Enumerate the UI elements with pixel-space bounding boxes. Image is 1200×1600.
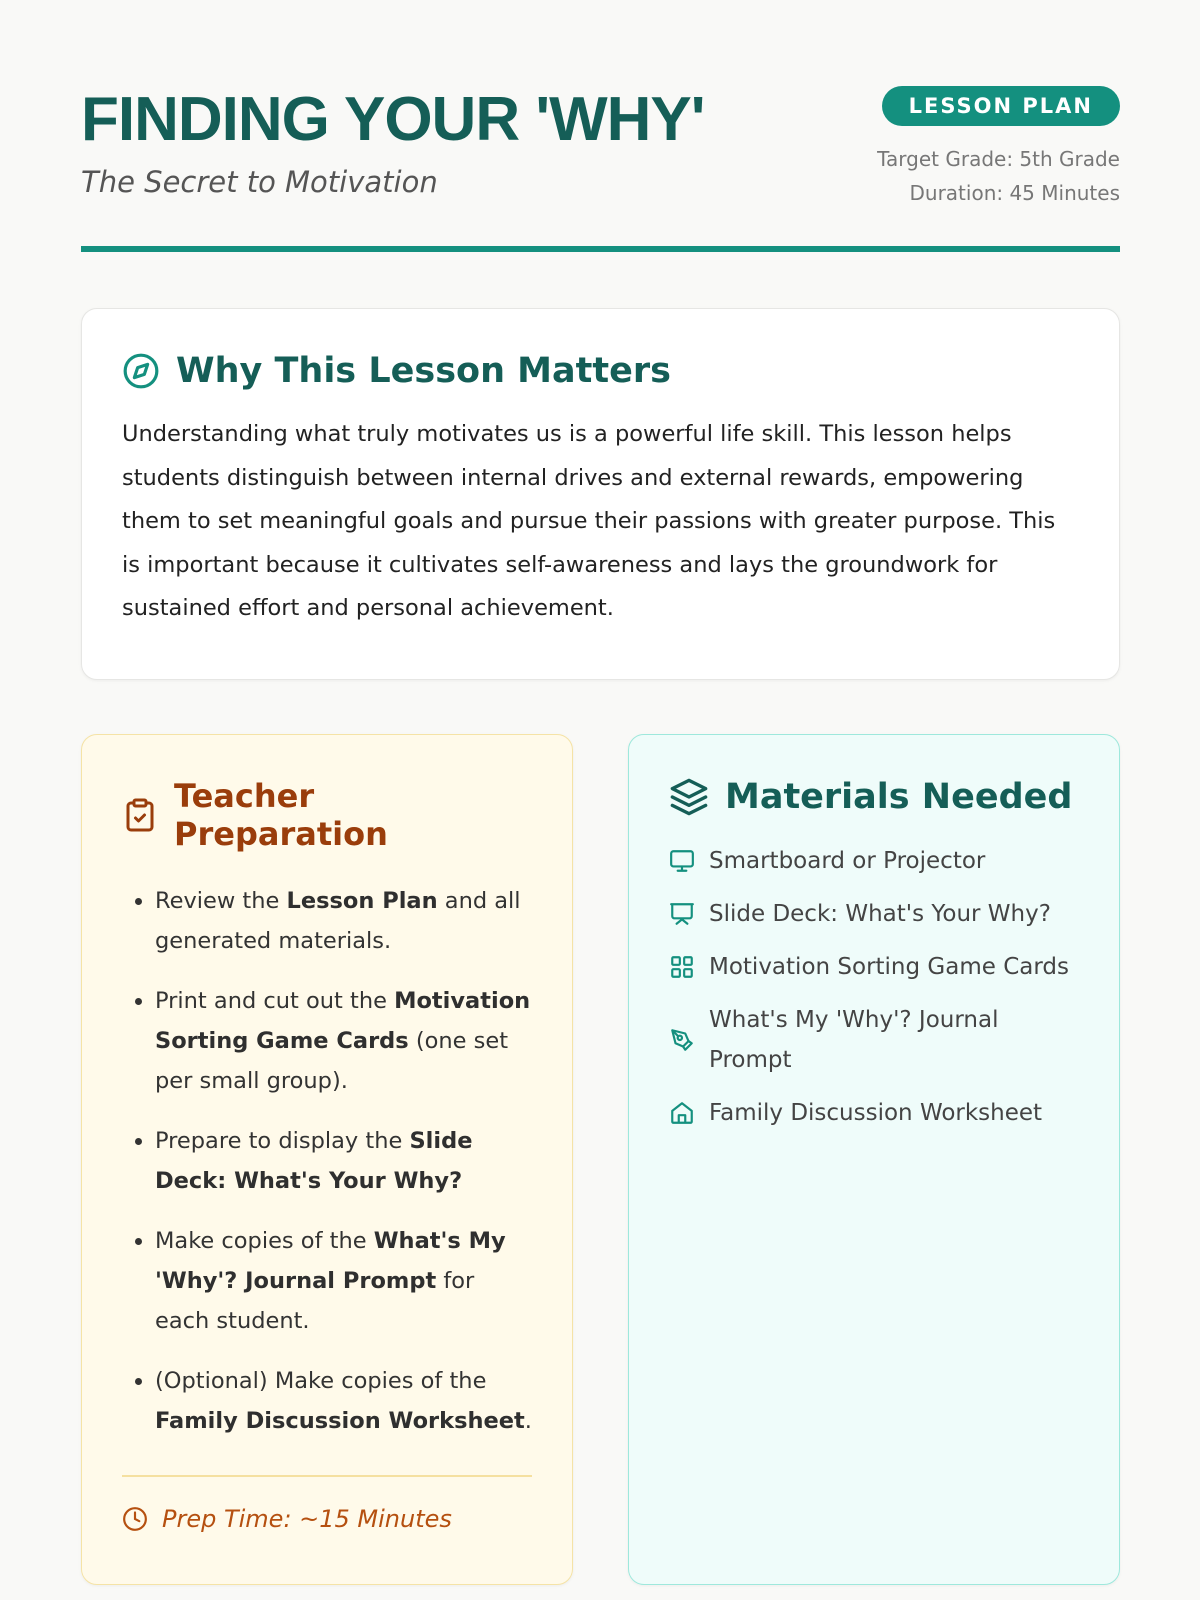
lesson-meta <box>877 142 1120 210</box>
prep-time-text: Prep Time: ~15 Minutes <box>162 1505 452 1533</box>
grid-icon <box>669 954 695 980</box>
pen-tool-icon <box>669 1027 695 1053</box>
materials-list <box>669 841 1079 1133</box>
layers-icon <box>669 777 709 817</box>
prep-item: • Review the Lesson Plan and all generated materials. <box>155 881 532 961</box>
page-title: FINDING YOUR 'WHY' <box>81 85 705 154</box>
material-item: Motivation Sorting Game Cards <box>669 947 1079 987</box>
why-heading <box>122 351 1079 391</box>
material-item: What's My 'Why'? Journal Prompt <box>669 1000 1079 1080</box>
header <box>81 80 1120 256</box>
page-subtitle: The Secret to Motivation <box>81 165 438 199</box>
presentation-icon <box>669 901 695 927</box>
home-icon <box>669 1100 695 1126</box>
prep-item: • Prepare to display the Slide Deck: What's Your Why? <box>155 1121 532 1201</box>
duration: Duration: 45 Minutes <box>909 181 1120 205</box>
material-item: Smartboard or Projector <box>669 841 1079 881</box>
materials-card <box>628 734 1120 1585</box>
target-grade: Target Grade: 5th Grade <box>877 147 1120 171</box>
why-body: Understanding what truly motivates us is a powerful life skill. This lesson helps students distinguish between internal drives and external rewards, empowering them to set meaningful goals and pursue their passions with greater purpose. This is important because it cultivates self-awareness and lays the groundwork for sustained effort and personal achievement. <box>122 421 1056 621</box>
prep-item: • (Optional) Make copies of the Family Discussion Worksheet. <box>155 1361 532 1441</box>
materials-heading <box>669 777 1079 817</box>
materials-heading-text: Materials Needed <box>725 777 1073 817</box>
material-item: Slide Deck: What's Your Why? <box>669 894 1079 934</box>
why-heading-text: Why This Lesson Matters <box>176 351 671 391</box>
prep-list <box>122 881 532 1441</box>
monitor-icon <box>669 848 695 874</box>
header-divider <box>81 246 1120 252</box>
prep-item: • Print and cut out the Motivation Sorting Game Cards (one set per small group). <box>155 981 532 1101</box>
prep-heading <box>122 777 532 853</box>
prep-item: • Make copies of the What's My 'Why'? Journal Prompt for each student. <box>155 1221 532 1341</box>
prep-heading-text: Teacher Preparation <box>174 777 388 853</box>
why-card <box>81 308 1120 680</box>
lesson-plan-badge: LESSON PLAN <box>882 86 1120 126</box>
material-item: Family Discussion Worksheet <box>669 1093 1079 1133</box>
clipboard-check-icon <box>122 797 158 833</box>
compass-icon <box>122 352 160 390</box>
clock-icon <box>122 1506 148 1532</box>
teacher-prep-card <box>81 734 573 1585</box>
prep-time <box>122 1475 532 1533</box>
